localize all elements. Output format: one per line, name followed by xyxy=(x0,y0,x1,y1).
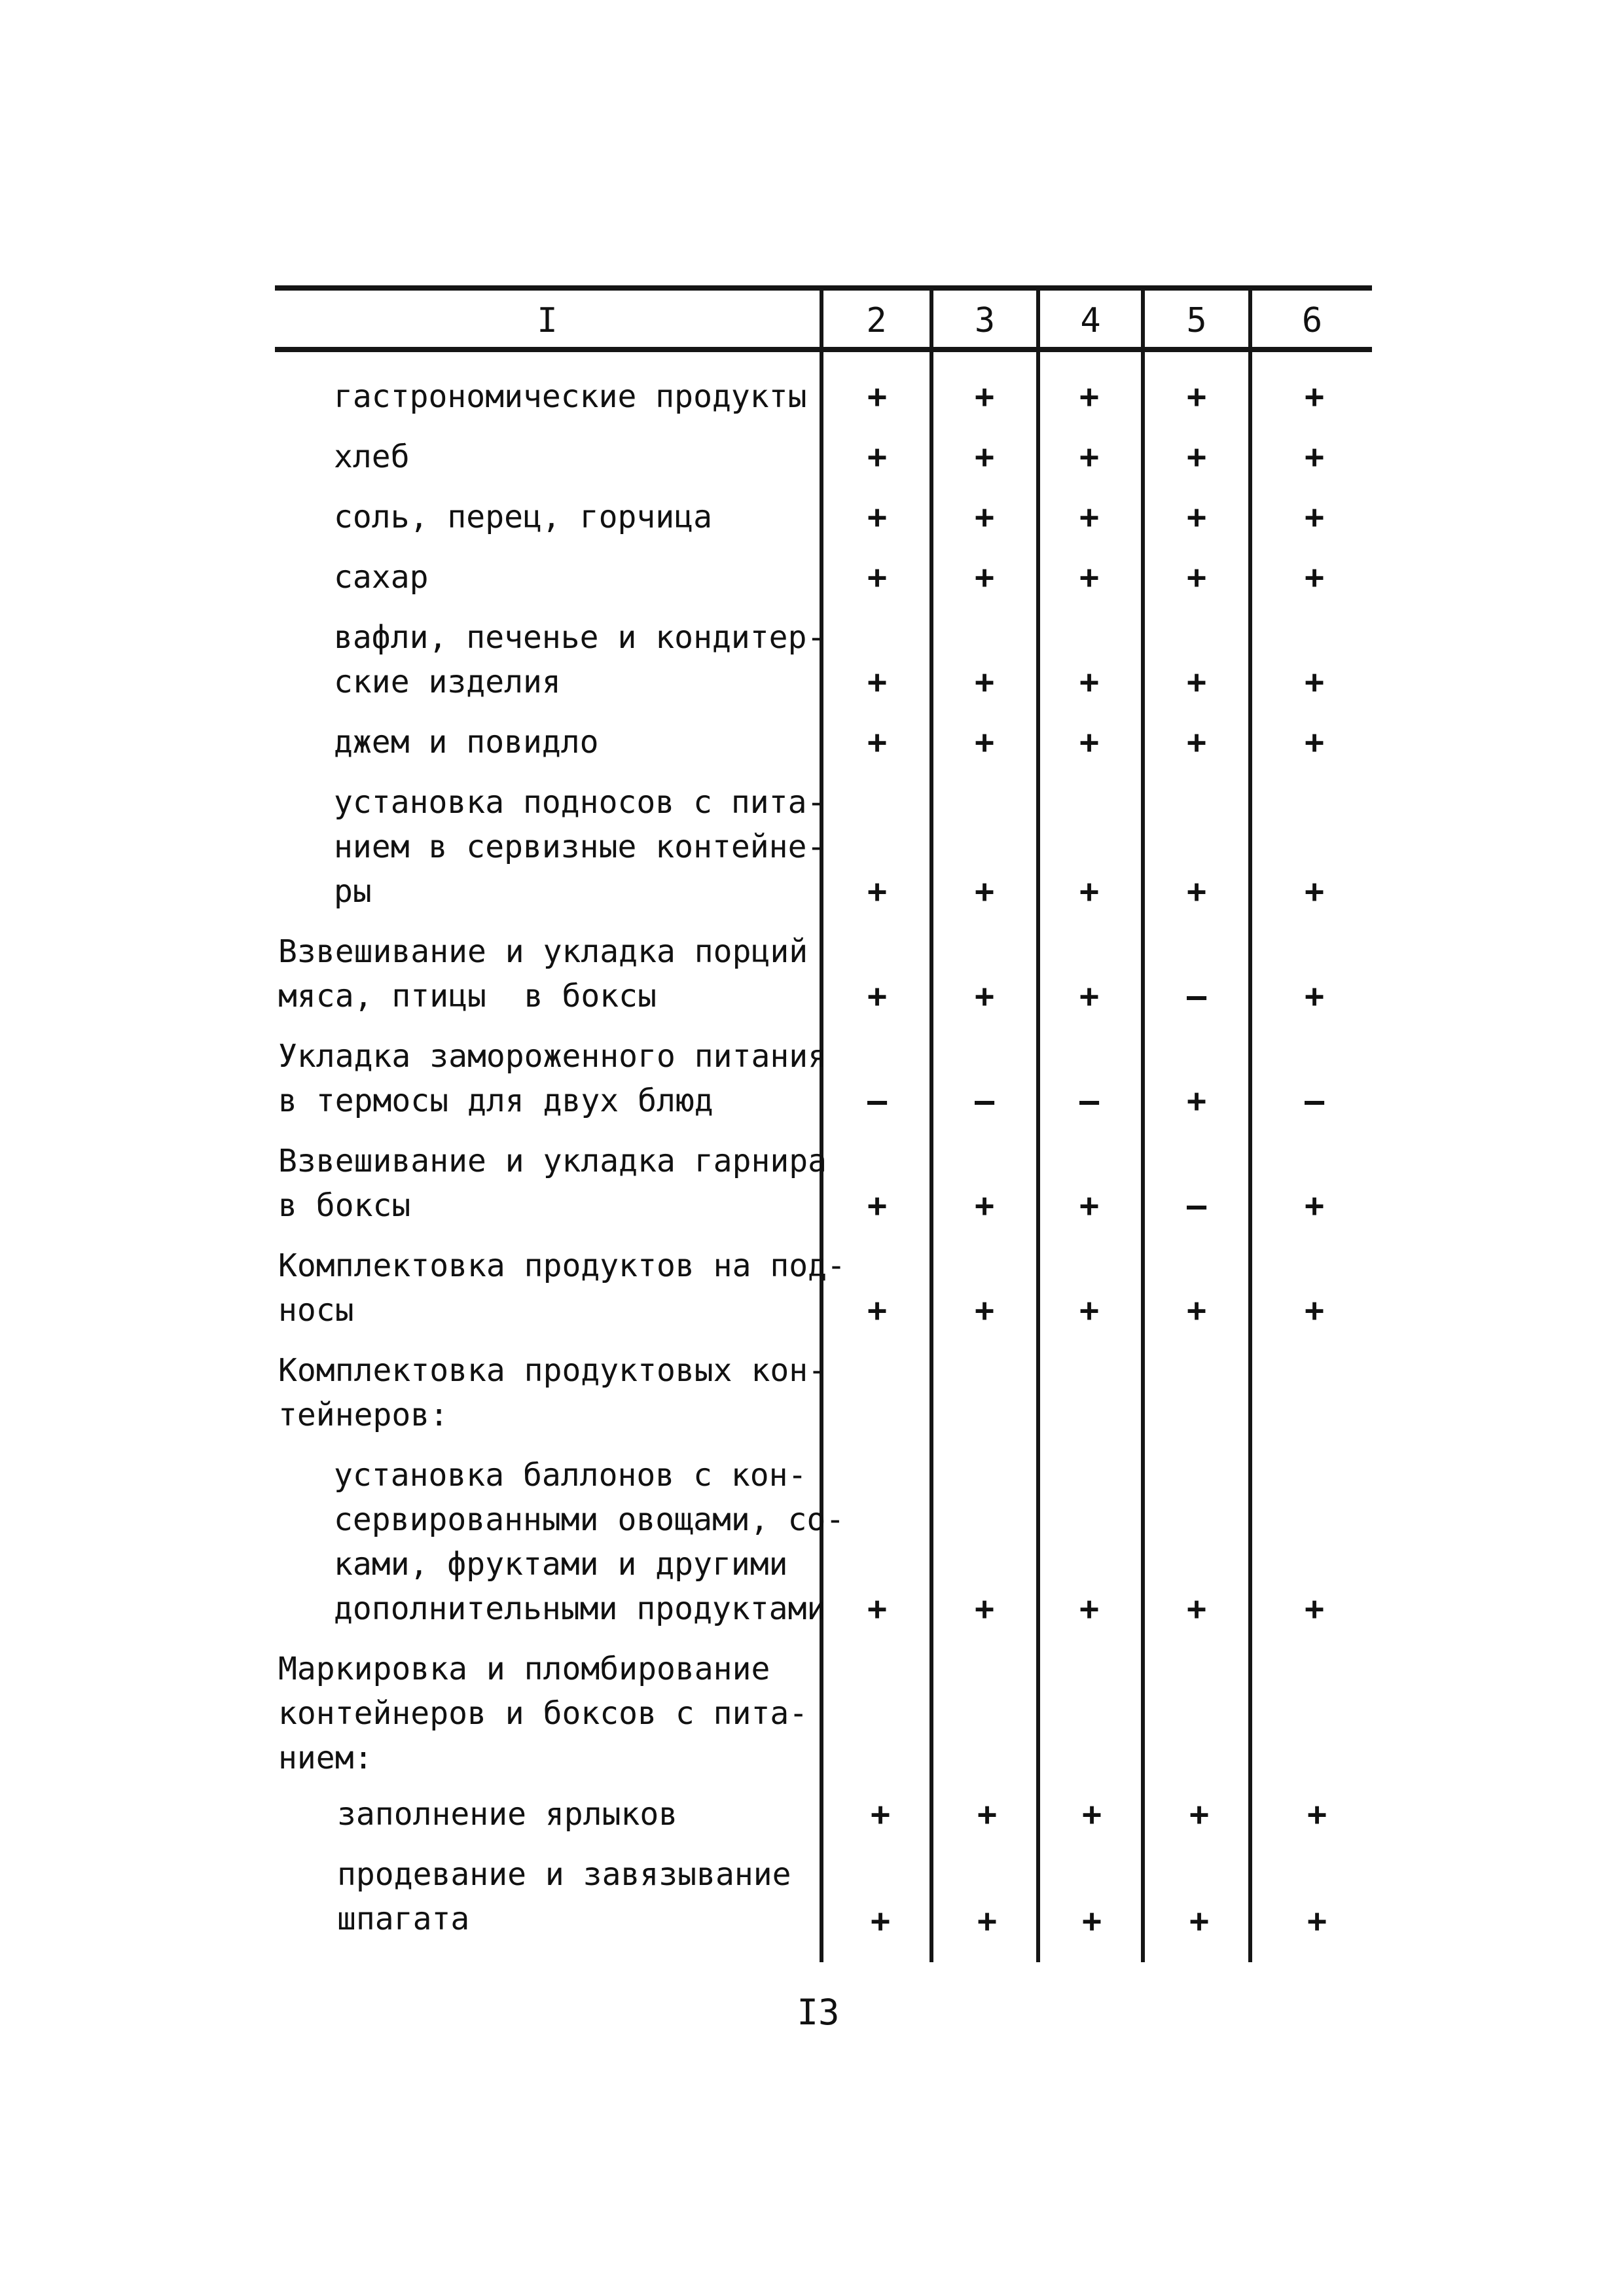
row-mark: + xyxy=(974,663,995,701)
row-mark: + xyxy=(1186,378,1207,416)
row-mark: + xyxy=(1079,872,1100,910)
row-mark: + xyxy=(867,723,888,761)
row-label-line: сервированными овощами, со- xyxy=(334,1501,845,1538)
row-label-line: ские изделия xyxy=(334,664,561,700)
row-label-line: ками, фруктами и другими xyxy=(334,1546,788,1583)
row-label-line: в боксы xyxy=(278,1187,411,1224)
row-mark: + xyxy=(1189,1795,1210,1833)
row-label-line: в термосы для двух блюд xyxy=(278,1083,713,1119)
row-mark: + xyxy=(867,872,888,910)
row-label-line: Укладка замороженного питания xyxy=(278,1038,827,1075)
row-mark: + xyxy=(1079,977,1100,1015)
row-label-line: установка баллонов с кон- xyxy=(334,1457,807,1494)
row-mark: + xyxy=(1186,723,1207,761)
row-label-line: носы xyxy=(278,1292,354,1329)
row-mark: + xyxy=(1079,558,1100,596)
row-mark: + xyxy=(1081,1902,1102,1940)
row-label-line: дополнительными продуктами xyxy=(334,1590,826,1627)
row-mark: + xyxy=(1081,1795,1102,1833)
row-mark: + xyxy=(1186,663,1207,701)
row-mark: + xyxy=(867,977,888,1015)
table-header-rule xyxy=(275,347,1372,352)
row-mark: + xyxy=(974,977,995,1015)
column-divider xyxy=(1248,285,1252,1962)
table-top-rule xyxy=(275,285,1372,291)
row-mark: + xyxy=(1307,1902,1327,1940)
data-table xyxy=(275,285,1372,1962)
column-header-3: 3 xyxy=(974,301,996,340)
row-label-line: джем и повидло xyxy=(334,724,599,761)
row-mark: + xyxy=(870,1902,891,1940)
row-label-line: сахар xyxy=(334,559,429,596)
row-mark: + xyxy=(1304,498,1325,536)
column-header-1: I xyxy=(537,301,558,340)
row-mark: + xyxy=(974,1291,995,1329)
row-label-line: контейнеров и боксов с пита- xyxy=(278,1695,808,1732)
row-mark: – xyxy=(867,1082,888,1120)
row-label-line: заполнение ярлыков xyxy=(337,1796,678,1833)
row-mark: + xyxy=(1186,872,1207,910)
row-label-line: Маркировка и пломбирование xyxy=(278,1651,770,1687)
row-mark: + xyxy=(974,498,995,536)
row-mark: + xyxy=(974,438,995,476)
row-mark: + xyxy=(867,1291,888,1329)
row-mark: – xyxy=(1079,1082,1100,1120)
column-divider xyxy=(929,285,933,1962)
row-mark: + xyxy=(1186,1590,1207,1628)
row-label-line: Взвешивание и укладка гарнира xyxy=(278,1143,827,1179)
row-mark: + xyxy=(1186,1291,1207,1329)
row-mark: + xyxy=(1304,977,1325,1015)
row-mark: + xyxy=(870,1795,891,1833)
row-mark: + xyxy=(867,663,888,701)
row-mark: + xyxy=(974,1187,995,1225)
row-mark: + xyxy=(1079,378,1100,416)
row-mark: + xyxy=(1304,1590,1325,1628)
row-mark: + xyxy=(1186,558,1207,596)
row-mark: + xyxy=(977,1902,998,1940)
row-label-line: Взвешивание и укладка порций xyxy=(278,933,808,970)
row-mark: + xyxy=(1186,438,1207,476)
row-mark: – xyxy=(974,1082,995,1120)
column-header-6: 6 xyxy=(1301,301,1323,340)
row-label-line: продевание и завязывание xyxy=(337,1856,791,1893)
row-mark: + xyxy=(1186,498,1207,536)
row-label-line: шпагата xyxy=(337,1901,470,1937)
row-mark: – xyxy=(1186,1187,1207,1225)
row-label-line: Комплектовка продуктовых кон- xyxy=(278,1352,827,1389)
row-label-line: нием: xyxy=(278,1740,373,1776)
column-divider xyxy=(820,285,823,1962)
row-mark: + xyxy=(1304,663,1325,701)
row-label-line: установка подносов с пита- xyxy=(334,784,826,821)
row-mark: + xyxy=(974,378,995,416)
column-divider xyxy=(1141,285,1145,1962)
row-mark: + xyxy=(1304,872,1325,910)
row-mark: – xyxy=(1304,1082,1325,1120)
row-mark: + xyxy=(1079,438,1100,476)
row-mark: + xyxy=(1186,1082,1207,1120)
row-mark: + xyxy=(1304,1187,1325,1225)
row-mark: + xyxy=(1079,498,1100,536)
row-label-line: нием в сервизные контейне- xyxy=(334,829,826,865)
column-header-4: 4 xyxy=(1080,301,1101,340)
row-mark: – xyxy=(1186,977,1207,1015)
row-label-line: мяса, птицы в боксы xyxy=(278,978,657,1014)
row-mark: + xyxy=(977,1795,998,1833)
row-mark: + xyxy=(867,498,888,536)
row-label-line: хлеб xyxy=(334,439,410,475)
page-number: I3 xyxy=(797,1992,840,2033)
row-mark: + xyxy=(974,872,995,910)
row-mark: + xyxy=(1079,663,1100,701)
row-label-line: Комплектовка продуктов на под- xyxy=(278,1247,846,1284)
row-mark: + xyxy=(1079,1590,1100,1628)
row-mark: + xyxy=(867,1187,888,1225)
row-mark: + xyxy=(1079,1291,1100,1329)
row-mark: + xyxy=(974,558,995,596)
row-label-line: ры xyxy=(334,873,372,910)
row-mark: + xyxy=(1307,1795,1327,1833)
column-header-5: 5 xyxy=(1186,301,1207,340)
row-label-line: соль, перец, горчица xyxy=(334,499,712,535)
row-mark: + xyxy=(867,1590,888,1628)
row-mark: + xyxy=(1304,1291,1325,1329)
row-mark: + xyxy=(974,1590,995,1628)
row-mark: + xyxy=(1079,723,1100,761)
row-mark: + xyxy=(974,723,995,761)
row-mark: + xyxy=(1304,378,1325,416)
row-label-line: гастрономические продукты xyxy=(334,378,807,415)
row-mark: + xyxy=(867,558,888,596)
column-header-2: 2 xyxy=(866,301,887,340)
row-mark: + xyxy=(1304,558,1325,596)
column-divider xyxy=(1036,285,1040,1962)
row-mark: + xyxy=(867,438,888,476)
row-mark: + xyxy=(867,378,888,416)
row-mark: + xyxy=(1304,438,1325,476)
row-label-line: тейнеров: xyxy=(278,1397,449,1433)
row-mark: + xyxy=(1304,723,1325,761)
row-mark: + xyxy=(1189,1902,1210,1940)
row-label-line: вафли, печенье и кондитер- xyxy=(334,619,826,656)
row-mark: + xyxy=(1079,1187,1100,1225)
